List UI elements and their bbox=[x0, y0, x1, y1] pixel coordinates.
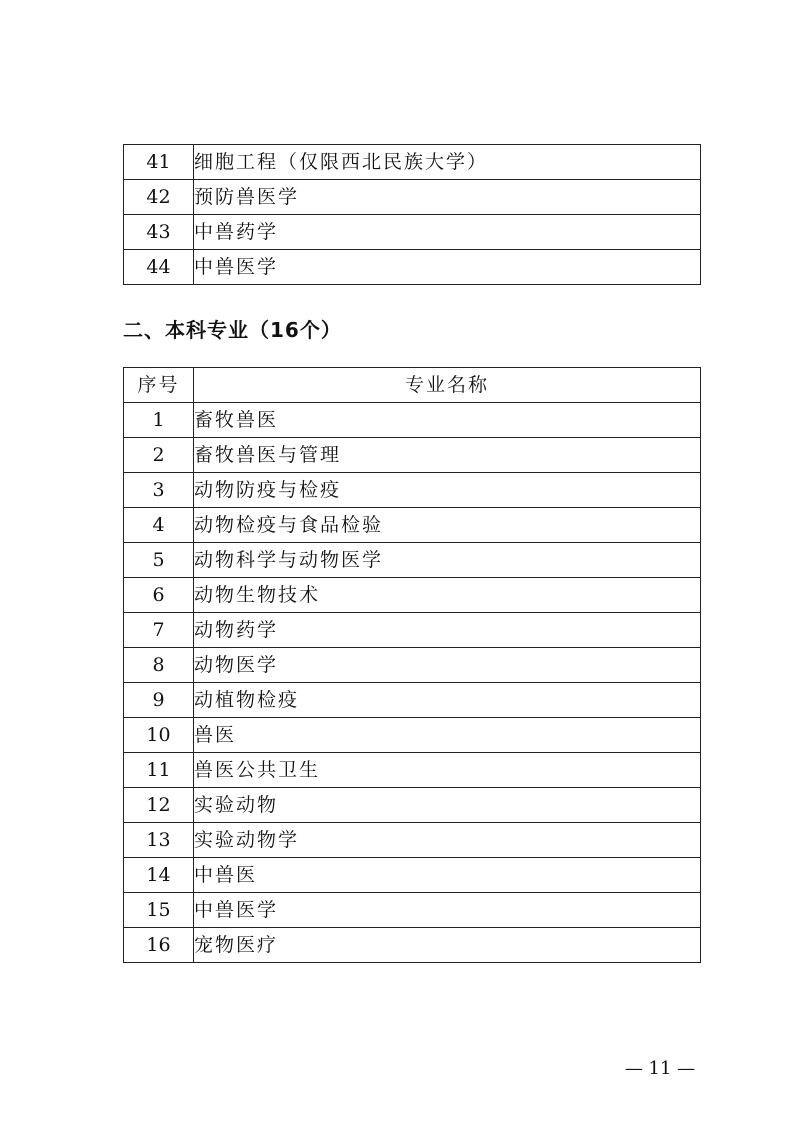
table-row bbox=[124, 648, 701, 683]
major-name: 预防兽医学 bbox=[194, 180, 701, 215]
major-name: 兽医公共卫生 bbox=[194, 753, 701, 788]
row-number: 43 bbox=[124, 215, 194, 250]
major-name: 动植物检疫 bbox=[194, 683, 701, 718]
section-heading: 二、本科专业（16个） bbox=[123, 318, 342, 342]
row-number: 1 bbox=[124, 403, 194, 438]
row-number: 41 bbox=[124, 145, 194, 180]
table-row bbox=[124, 928, 701, 963]
major-name: 宠物医疗 bbox=[194, 928, 701, 963]
row-number: 3 bbox=[124, 473, 194, 508]
major-name: 动物生物技术 bbox=[194, 578, 701, 613]
major-name: 细胞工程（仅限西北民族大学） bbox=[194, 145, 701, 180]
major-name: 兽医 bbox=[194, 718, 701, 753]
major-name: 中兽医 bbox=[194, 858, 701, 893]
table-row bbox=[124, 508, 701, 543]
row-number: 12 bbox=[124, 788, 194, 823]
page-number: — 11 — bbox=[624, 1058, 696, 1079]
row-number: 4 bbox=[124, 508, 194, 543]
continued-majors-table bbox=[123, 144, 701, 285]
table-row bbox=[124, 718, 701, 753]
major-name: 动物检疫与食品检验 bbox=[194, 508, 701, 543]
major-name: 动物科学与动物医学 bbox=[194, 543, 701, 578]
table-row bbox=[124, 145, 701, 180]
table-row bbox=[124, 403, 701, 438]
row-number: 14 bbox=[124, 858, 194, 893]
row-number: 42 bbox=[124, 180, 194, 215]
table-row bbox=[124, 438, 701, 473]
row-number: 44 bbox=[124, 250, 194, 285]
table-row bbox=[124, 180, 701, 215]
row-number: 11 bbox=[124, 753, 194, 788]
row-number: 9 bbox=[124, 683, 194, 718]
major-name: 中兽医学 bbox=[194, 250, 701, 285]
table-row bbox=[124, 823, 701, 858]
table-row bbox=[124, 215, 701, 250]
major-name: 畜牧兽医与管理 bbox=[194, 438, 701, 473]
table-row bbox=[124, 893, 701, 928]
table-row bbox=[124, 683, 701, 718]
table-row bbox=[124, 250, 701, 285]
row-number: 5 bbox=[124, 543, 194, 578]
table-row bbox=[124, 578, 701, 613]
major-name: 实验动物 bbox=[194, 788, 701, 823]
row-number: 7 bbox=[124, 613, 194, 648]
row-number: 16 bbox=[124, 928, 194, 963]
table-row bbox=[124, 788, 701, 823]
row-number: 2 bbox=[124, 438, 194, 473]
table-row bbox=[124, 473, 701, 508]
row-number: 8 bbox=[124, 648, 194, 683]
major-name: 实验动物学 bbox=[194, 823, 701, 858]
major-name: 中兽医学 bbox=[194, 893, 701, 928]
table-row bbox=[124, 858, 701, 893]
major-name: 动物医学 bbox=[194, 648, 701, 683]
row-number: 10 bbox=[124, 718, 194, 753]
major-name: 中兽药学 bbox=[194, 215, 701, 250]
table-row bbox=[124, 753, 701, 788]
row-number: 15 bbox=[124, 893, 194, 928]
table-row bbox=[124, 543, 701, 578]
table-header-row bbox=[124, 368, 701, 403]
column-header-number: 序号 bbox=[124, 368, 194, 403]
major-name: 动物防疫与检疫 bbox=[194, 473, 701, 508]
column-header-name: 专业名称 bbox=[194, 368, 701, 403]
undergraduate-majors-table bbox=[123, 367, 701, 963]
row-number: 6 bbox=[124, 578, 194, 613]
major-name: 畜牧兽医 bbox=[194, 403, 701, 438]
row-number: 13 bbox=[124, 823, 194, 858]
major-name: 动物药学 bbox=[194, 613, 701, 648]
table-row bbox=[124, 613, 701, 648]
